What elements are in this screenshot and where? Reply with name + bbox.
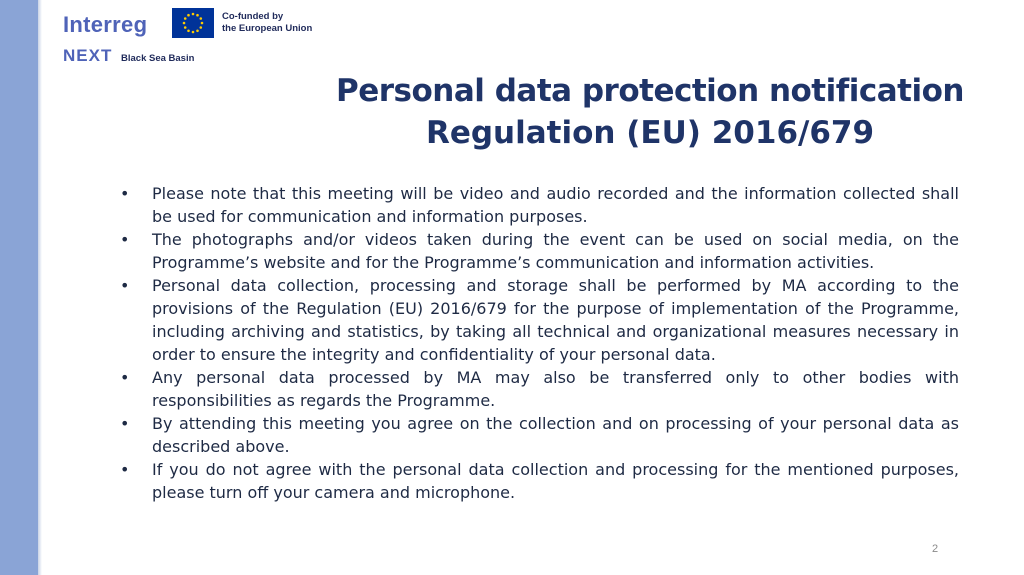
bullet-text: If you do not agree with the personal data collection and processing for the mentioned purposes, please turn off your camera and microphone. — [152, 460, 959, 502]
next-logo: NEXT — [63, 46, 113, 65]
left-accent-strip — [0, 0, 38, 575]
bullet-item — [116, 366, 959, 412]
eu-star-icon — [196, 14, 199, 17]
page-number: 2 — [932, 543, 939, 555]
eu-star-icon — [201, 22, 204, 25]
bullet-item — [116, 228, 959, 274]
bullet-dot-icon: • — [120, 184, 130, 203]
header-logos — [63, 6, 363, 68]
left-accent-shadow — [38, 0, 42, 575]
bullet-dot-icon: • — [120, 414, 130, 433]
bullet-dot-icon: • — [120, 230, 130, 249]
bullet-item — [116, 458, 959, 504]
bullet-item — [116, 274, 959, 366]
bullet-list — [116, 182, 959, 504]
cofunded-label — [222, 11, 312, 35]
bullet-text: Any personal data processed by MA may also be transferred only to other bodies with responsibilities as regards the Programme. — [152, 368, 959, 410]
bullet-text: Personal data collection, processing and storage shall be performed by MA according to the provisions of the Regulation (EU) 2016/679 for the purpose of implementation of the Programme, including archiving and statistics, by taking all technical and organizational measures necessary in order to ensure the integrity and confidentiality of your personal data. — [152, 276, 959, 364]
cofunded-line-1: Co-funded by — [222, 11, 284, 22]
eu-star-icon — [187, 29, 190, 32]
bullet-dot-icon: • — [120, 368, 130, 387]
slide-title — [300, 70, 1000, 154]
eu-star-icon — [196, 29, 199, 32]
interreg-logo: Interreg — [63, 12, 148, 37]
bullet-item — [116, 412, 959, 458]
eu-star-icon — [184, 26, 187, 29]
eu-star-icon — [184, 17, 187, 20]
eu-star-icon — [187, 14, 190, 17]
eu-star-icon — [199, 17, 202, 20]
bullet-text: The photographs and/or videos taken during the event can be used on social media, on the Programme’s website and for the Programme’s communication and information activities. — [152, 230, 959, 272]
program-name: Black Sea Basin — [121, 53, 195, 64]
slide-title-line-2: Regulation (EU) 2016/679 — [425, 115, 875, 151]
bullet-item — [116, 182, 959, 228]
bullet-dot-icon: • — [120, 460, 130, 479]
eu-star-icon — [192, 31, 195, 34]
eu-star-icon — [199, 26, 202, 29]
bullet-dot-icon: • — [120, 276, 130, 295]
cofunded-line-2: the European Union — [222, 23, 313, 34]
eu-star-icon — [192, 13, 195, 16]
bullet-text: By attending this meeting you agree on the collection and on processing of your personal data as described above. — [152, 414, 959, 456]
bullet-text: Please note that this meeting will be video and audio recorded and the information collected shall be used for communication and information purposes. — [152, 184, 959, 226]
eu-star-icon — [183, 22, 186, 25]
eu-flag-icon — [172, 8, 214, 38]
slide-title-line-1: Personal data protection notification — [336, 73, 964, 109]
